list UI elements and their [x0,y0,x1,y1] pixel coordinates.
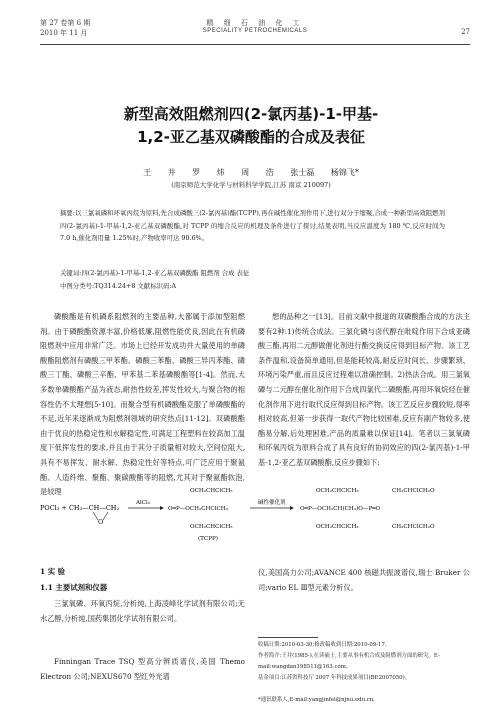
catalyst-1: AlCl₃ [136,500,150,506]
classification: 中图分类号:TQ314.24+8 文献标识码:A [60,282,177,290]
product-top-right: CH₂CHClCH₂O [392,488,435,494]
instruments-paragraph-cont: 仪,美国高力公司;AVANCE 400 核磁共振波谱仪,瑞士 Bruker 公司;vario EL Ⅲ型元素分析仪。 [258,568,470,592]
journal-name-en: SPECIALITY PETROCHEMICALS [202,28,308,34]
reactant-formula: POCl₃ + CH₃—CH—CH₂ [40,504,120,512]
product-bot-left: OCH₂CHClCH₃ [316,524,359,530]
product-top-left: OCH₂CHClCH₃ [316,488,359,494]
footnote-funding: 基金项目:江苏省科技厅 2007 年科技成果项目(BE2007050)。 [258,675,411,681]
keywords: 关键词:四(2-氯丙基)-1-甲基-1,2-亚乙基双磷酸酯 阻燃剂 合成 表征 [60,269,250,277]
tcpp-label: (TCPP) [198,536,218,542]
author-list: 王 井 罗 炜 周 浩 张士磊 杨锦飞* [143,168,359,177]
section-heading-experiment: 1 实 验 [40,567,66,576]
journal-volume: 第 27 卷第 6 期 [40,19,91,27]
epoxide-oxygen: O [98,518,104,526]
subsection-heading-reagents: 1.1 主要试剂和仪器 [40,583,108,592]
title-line-2: 1,2-亚乙基双磷酸酯的合成及表征 [137,128,365,146]
journal-name-cn: 精 细 石 油 化 工 [206,19,304,27]
footnote-corresponding: *通讯联系人,E-mail:yangjinfei@njnu.edu.cn。 [258,697,379,703]
page-number: 27 [461,28,470,36]
journal-date: 2010 年 11 月 [40,29,88,37]
tcpp-mid: O═P—OCH₂CHClCH₃ [168,506,228,512]
title-line-1: 新型高效阻燃剂四(2-氯丙基)-1-甲基- [123,105,379,123]
footnote-rule [258,637,318,638]
instruments-paragraph: Finningan Trace TSQ 型高分辨质谱仪,美国 Themo Electron 公司;NEXUS670 型红外光谱 [40,657,245,681]
reagents-paragraph: 三氯氧磷、环氧丙烷,分析纯,上海凌峰化学试剂有限公司;无水乙醇,分析纯,国药集团化学试剂有限公司。 [40,599,245,623]
catalyst-2: 碱性催化剂 [258,500,286,506]
tcpp-bot: OCH₂CHClCH₃ [190,524,233,530]
footnote-author-bio: 作者简介:王井(1985-),在读硕士,主要从事有机合成及阻燃剂方面的研究。E-mail:wangdan198511@163.com。 [258,653,440,670]
footnote-received: 收稿日期:2010-03-30;修改稿收到日期:2010-09-17。 [258,642,391,648]
header-rule [40,44,470,45]
tcpp-top: OCH₂CHClCH₃ [190,488,233,494]
right-column-intro: 想的品种之一[13]。目前文献中报道的双磷酸酯合成的方法主要有2种:1)传统合成法。三氯化磷与卤代醇在吡啶作用下合成亚磷酸三酯,再用二元醇做催化剂进行酯交换反应得到目标产物。该工艺条件温和,设备简单通用,但是能耗较高,耐反应时间长、步骤繁琐、环境污染严重,而且反应过程难以准确控制。2)热法合成。用三氯氧磷与二元醇在催化剂作用下合成四氯代二磷酸酯,再用环氧烷烃在催化剂作用下进行取代反应得到目标产物。该工艺反应步骤较短,得率相对较高,但第一步获得一取代产物比较困难,反应有副产物较多,使酯易分解,后处理困难,产品的质量难以保证[14]。笔者以三氯氧磷和环氧丙烷为原料合成了具有良好的协同效应的四(2-氯丙基)-1-甲基-1,2-亚乙基双磷酸酯,反应步骤如下: [258,312,470,467]
product-bot-right: CH₃CHClCH₂O [392,524,435,530]
abstract: 摘要:以三氯氧磷和环氧丙烷为原料,先合成磷酸三(2-氯丙基)酯(TCPP),再在碱性催化剂作用下,进行双分子缩聚,合成一种新型高效阻燃剂四(2-氯丙基)-1-甲基-1,2-亚乙基双磷酸酯,对 TCPP 的缩合反应的机理及条件进行了探讨,结果表明,当反应温度为 180 ℃,反应时间为 7.0 h,催化剂用量 1.25%时,产物收率可达 90.6%。 [60,209,445,242]
affiliation: (南京师范大学化学与材料科学学院,江苏 南京 210097) [171,181,331,189]
left-column-intro: 磷酸酯是有机磷系阻燃剂的主要品种,大都属于添加型阻燃剂。由于磷酸酯资源丰富,价格低廉,阻燃性能优良,因此在有机磷阻燃剂中应用非常广泛。市场上已经开发成功并大量使用的单磷酸酯阻燃剂有磷酸三甲苯酯、磷酸三苯酯、磷酸三异丙苯酯、磷酸三丁酯、磷酸三辛酯、甲苯基二苯基磷酸酯等[1-4]。然而,大多数单磷酸酯产品为液态,耐热性较差,挥发性较大,与聚合物的相容性仍不太理想[5-10]。而聚合型有机磷酸酯克服了单磷酸酯的不足,近年来逐渐成为阻燃剂领域的研究热点[11-12]。双磷酸酯由于优良的热稳定性和水解稳定性,可满足工程塑料在较高加工温度下低挥发性的要求,并且由于其分子质量相对较大,空间位阻大,具有不易挥发、耐水解、热稳定性好等特点,可广泛应用于聚氨酯、人造纤维、聚酯、聚碳酸酯等的阻燃,尤其对于聚氨酯软泡,是较理 [40,312,245,497]
reaction-scheme [40,480,470,562]
product-mid: O═P—OCH₂CH(CH₃)O—P═O [300,506,381,512]
